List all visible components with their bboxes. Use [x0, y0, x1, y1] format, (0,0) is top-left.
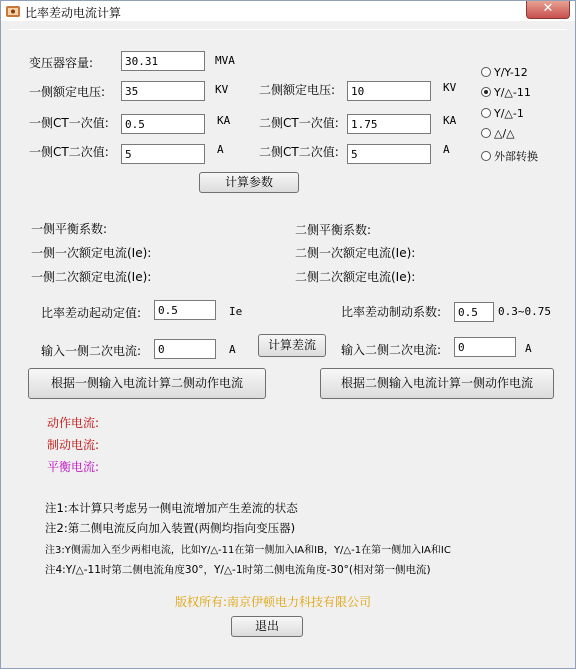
radio-dot — [481, 128, 491, 138]
exit-button[interactable]: 退出 — [231, 616, 303, 637]
radio-dot-selected — [481, 87, 491, 97]
diff-brake-label: 比率差动制动系数: — [341, 305, 442, 319]
voltage1-label: 一侧额定电压: — [29, 85, 106, 99]
rated-secondary1-label: 一侧二次额定电流(Ie): — [31, 270, 152, 284]
input1-label: 输入一侧二次电流: — [41, 344, 142, 358]
ct2-secondary-unit: A — [443, 143, 450, 156]
ct1-secondary-input[interactable] — [121, 144, 205, 164]
radio-dot — [481, 151, 491, 161]
note-2: 注2:第二侧电流反向加入装置(两侧均指向变压器) — [45, 521, 296, 535]
calc-side2-button[interactable]: 根据一侧输入电流计算二侧动作电流 — [28, 368, 266, 399]
input2-label: 输入二侧二次电流: — [341, 343, 442, 357]
note-1: 注1:本计算只考虑另一侧电流增加产生差流的状态 — [45, 501, 298, 515]
diff-brake-range: 0.3~0.75 — [498, 305, 551, 318]
balance2-label: 二侧平衡系数: — [295, 223, 372, 237]
input2-unit: A — [525, 342, 532, 355]
ct1-primary-label: 一侧CT一次值: — [29, 116, 109, 130]
action-current-label: 动作电流: — [47, 416, 100, 430]
brake-current-label: 制动电流: — [47, 438, 100, 452]
title-bar — [1, 1, 575, 21]
client-area — [9, 29, 567, 663]
ct2-primary-label: 二侧CT一次值: — [259, 116, 339, 130]
capacity-unit: MVA — [215, 54, 235, 67]
input1-input[interactable] — [154, 339, 216, 359]
radio-yd11[interactable]: Y/△-11 — [481, 86, 531, 99]
window-title: 比率差动电流计算 — [25, 6, 122, 20]
calc-params-button[interactable]: 计算参数 — [199, 172, 299, 193]
voltage1-unit: KV — [215, 83, 229, 96]
rated-secondary2-label: 二侧二次额定电流(Ie): — [295, 270, 416, 284]
ct2-secondary-label: 二侧CT二次值: — [259, 145, 339, 159]
capacity-input[interactable] — [121, 51, 205, 71]
radio-dot — [481, 108, 491, 118]
ct2-primary-unit: KA — [443, 114, 457, 127]
diff-start-unit: Ie — [229, 305, 243, 318]
note-3: 注3:Y侧需加入至少两相电流，比如Y/△-11在第一侧加入IA和IB，Y/△-1在第一侧加入IA和IC — [45, 545, 451, 556]
calc-diff-button[interactable]: 计算差流 — [258, 334, 326, 357]
ct1-secondary-unit: A — [217, 143, 224, 156]
rated-primary1-label: 一侧一次额定电流(Ie): — [31, 246, 152, 260]
voltage2-input[interactable] — [347, 81, 431, 101]
diff-start-input[interactable] — [154, 300, 216, 320]
balance1-label: 一侧平衡系数: — [31, 222, 108, 236]
voltage1-input[interactable] — [121, 81, 205, 101]
note-4: 注4:Y/△-11时第二侧电流角度30°，Y/△-1时第二侧电流角度-30°(相对第一侧电流) — [45, 564, 431, 576]
close-button[interactable]: ✕ — [526, 1, 570, 19]
diff-start-label: 比率差动起动定值: — [41, 306, 142, 320]
balance-current-label: 平衡电流: — [47, 460, 100, 474]
voltage2-label: 二侧额定电压: — [259, 83, 336, 97]
app-icon — [5, 3, 21, 19]
ct1-secondary-label: 一侧CT二次值: — [29, 145, 109, 159]
rated-primary2-label: 二侧一次额定电流(Ie): — [295, 246, 416, 260]
ct1-primary-input[interactable] — [121, 114, 205, 134]
radio-yy12[interactable]: Y/Y-12 — [481, 66, 528, 79]
radio-yd1[interactable]: Y/△-1 — [481, 107, 524, 120]
diff-brake-input[interactable] — [454, 302, 494, 322]
radio-dd[interactable]: △/△ — [481, 127, 515, 140]
calc-side1-button[interactable]: 根据二侧输入电流计算一侧动作电流 — [320, 368, 554, 399]
ct2-secondary-input[interactable] — [347, 144, 431, 164]
ct1-primary-unit: KA — [217, 114, 231, 127]
capacity-label: 变压器容量: — [29, 56, 94, 70]
radio-dot — [481, 67, 491, 77]
ct2-primary-input[interactable] — [347, 114, 431, 134]
copyright-text: 版权所有:南京伊顿电力科技有限公司 — [175, 595, 372, 609]
input2-input[interactable] — [454, 337, 516, 357]
voltage2-unit: KV — [443, 81, 457, 94]
radio-external[interactable]: 外部转换 — [481, 148, 538, 164]
input1-unit: A — [229, 343, 236, 356]
